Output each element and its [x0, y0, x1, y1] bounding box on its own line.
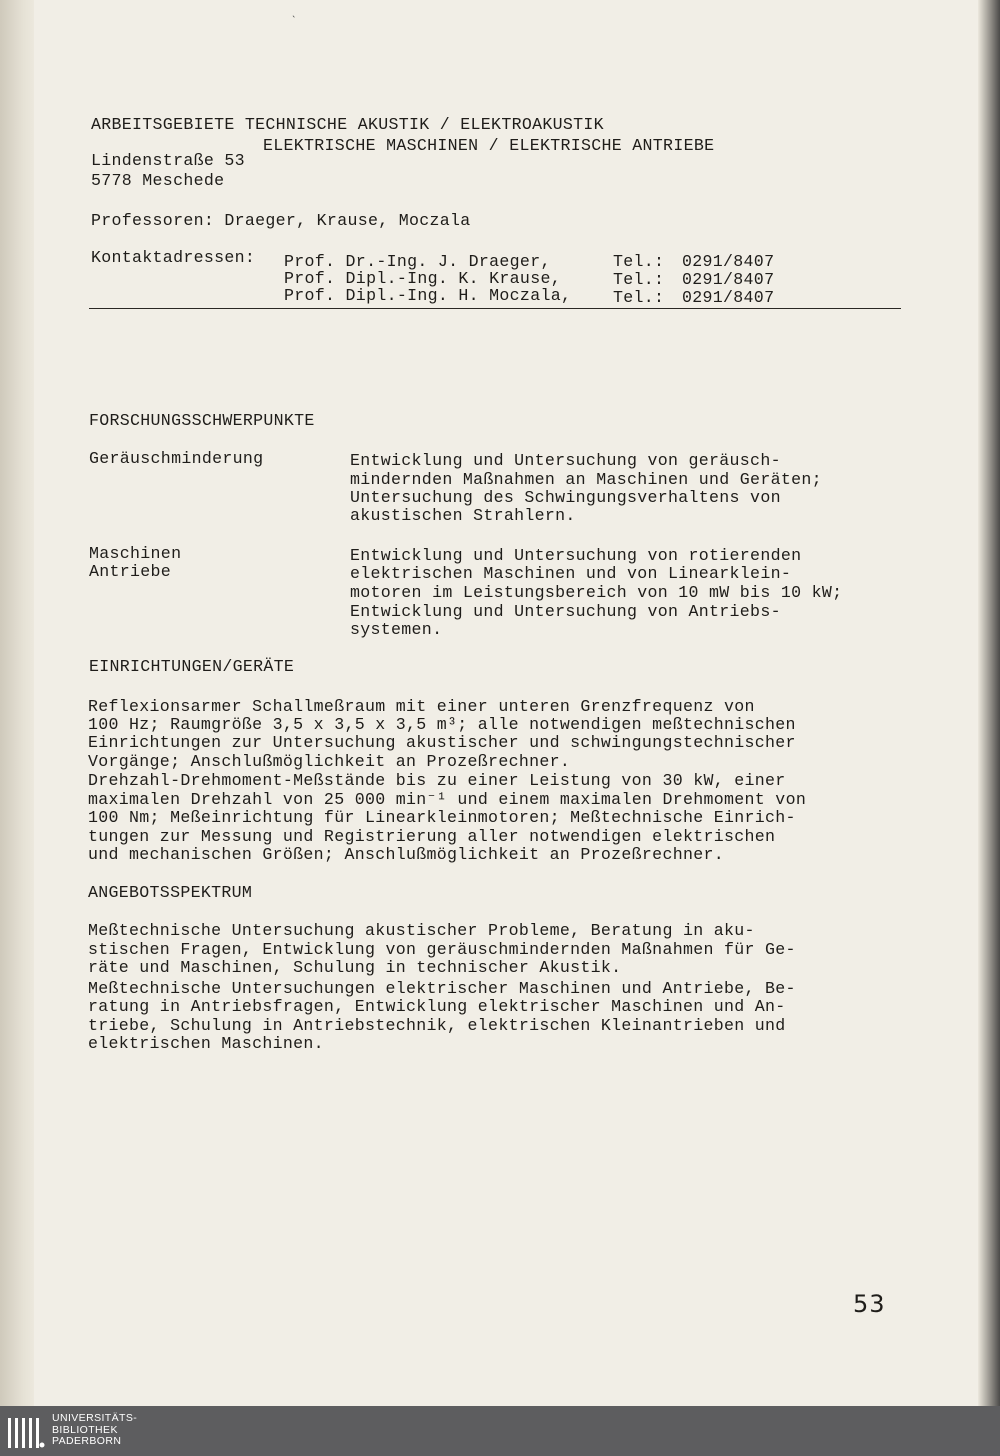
scan-artifact-mark: ˎ	[290, 5, 298, 19]
contact-name: Prof. Dr.-Ing. J. Draeger,	[284, 252, 551, 271]
header-line-1: ARBEITSGEBIETE TECHNISCHE AKUSTIK / ELEKTROAKUSTIK	[91, 115, 604, 134]
facilities-text-line: Vorgänge; Anschlußmöglichkeit an Prozeßrechner.	[88, 752, 571, 771]
contacts-label: Kontaktadressen:	[91, 248, 256, 267]
offer-text-line: stischen Fragen, Entwicklung von geräuschmindernden Maßnahmen für Ge-	[88, 940, 796, 959]
contact-name: Prof. Dipl.-Ing. H. Moczala,	[284, 286, 572, 305]
library-name-line: BIBLIOTHEK	[52, 1423, 118, 1436]
contact-tel: 0291/8407	[682, 288, 775, 307]
page-number: 53	[853, 1290, 886, 1318]
research-text-line: Entwicklung und Untersuchung von geräusch-	[350, 451, 781, 470]
facilities-text-line: maximalen Drehzahl von 25 000 min⁻¹ und einem maximalen Drehmoment von	[88, 790, 807, 809]
facilities-text-line: Reflexionsarmer Schallmeßraum mit einer unteren Grenzfrequenz von	[88, 697, 755, 716]
research-text-line: systemen.	[350, 620, 443, 639]
facilities-heading: EINRICHTUNGEN/GERÄTE	[89, 657, 295, 676]
contact-tel-label: Tel.:	[613, 252, 665, 271]
contact-tel: 0291/8407	[682, 270, 775, 289]
library-footer	[0, 1406, 1000, 1456]
offer-text-line: Meßtechnische Untersuchung akustischer Probleme, Beratung in aku-	[88, 921, 755, 940]
contact-name: Prof. Dipl.-Ing. K. Krause,	[284, 269, 561, 288]
research-label-noise: Geräuschminderung	[89, 449, 264, 468]
facilities-text-line: und mechanischen Größen; Anschlußmöglichkeit an Prozeßrechner.	[88, 845, 724, 864]
offer-heading: ANGEBOTSSPEKTRUM	[88, 883, 253, 902]
offer-text-line: elektrischen Maschinen.	[88, 1034, 324, 1053]
research-text-line: mindernden Maßnahmen an Maschinen und Geräten;	[350, 470, 822, 489]
contact-tel: 0291/8407	[682, 252, 775, 271]
facilities-text-line: 100 Nm; Meßeinrichtung für Linearkleinmotoren; Meßtechnische Einrich-	[88, 808, 796, 827]
offer-text-line: Meßtechnische Untersuchungen elektrischer Maschinen und Antriebe, Be-	[88, 979, 796, 998]
offer-text-line: triebe, Schulung in Antriebstechnik, elektrischen Kleinantrieben und	[88, 1016, 786, 1035]
library-name-line: PADERBORN	[52, 1435, 122, 1447]
research-label-drives: Antriebe	[89, 562, 172, 581]
offer-text-line: ratung in Antriebsfragen, Entwicklung elektrischer Maschinen und An-	[88, 997, 786, 1016]
library-name	[52, 1413, 137, 1448]
research-heading: FORSCHUNGSSCHWERPUNKTE	[89, 411, 315, 430]
contact-tel-label: Tel.:	[613, 288, 665, 307]
header-line-2: ELEKTRISCHE MASCHINEN / ELEKTRISCHE ANTRIEBE	[263, 136, 715, 155]
library-logo-icon	[6, 1414, 46, 1450]
research-label-machines: Maschinen	[89, 544, 182, 563]
professors-line: Professoren: Draeger, Krause, Moczala	[91, 211, 471, 230]
research-text-line: Untersuchung des Schwingungsverhaltens von	[350, 488, 781, 507]
scan-left-edge	[0, 0, 34, 1406]
facilities-text-line: Drehzahl-Drehmoment-Meßstände bis zu einer Leistung von 30 kW, einer	[88, 771, 786, 790]
research-text-line: Entwicklung und Untersuchung von rotierenden	[350, 546, 802, 565]
research-text-line: Entwicklung und Untersuchung von Antriebs-	[350, 602, 781, 621]
research-text-line: elektrischen Maschinen und von Linearklein-	[350, 564, 792, 583]
research-text-line: akustischen Strahlern.	[350, 506, 576, 525]
facilities-text-line: Einrichtungen zur Untersuchung akustischer und schwingungstechnischer	[88, 733, 796, 752]
research-text-line: motoren im Leistungsbereich von 10 mW bis 10 kW;	[350, 583, 843, 602]
offer-text-line: räte und Maschinen, Schulung in technischer Akustik.	[88, 958, 622, 977]
section-divider	[89, 308, 901, 309]
address-street: Lindenstraße 53	[91, 151, 245, 170]
facilities-text-line: 100 Hz; Raumgröße 3,5 x 3,5 x 3,5 m³; alle notwendigen meßtechnischen	[88, 715, 796, 734]
facilities-text-line: tungen zur Messung und Registrierung aller notwendigen elektrischen	[88, 827, 776, 846]
scan-right-edge	[978, 0, 1000, 1406]
address-city: 5778 Meschede	[91, 171, 225, 190]
contact-tel-label: Tel.:	[613, 270, 665, 289]
library-name-line: UNIVERSITÄTS-	[52, 1412, 138, 1424]
